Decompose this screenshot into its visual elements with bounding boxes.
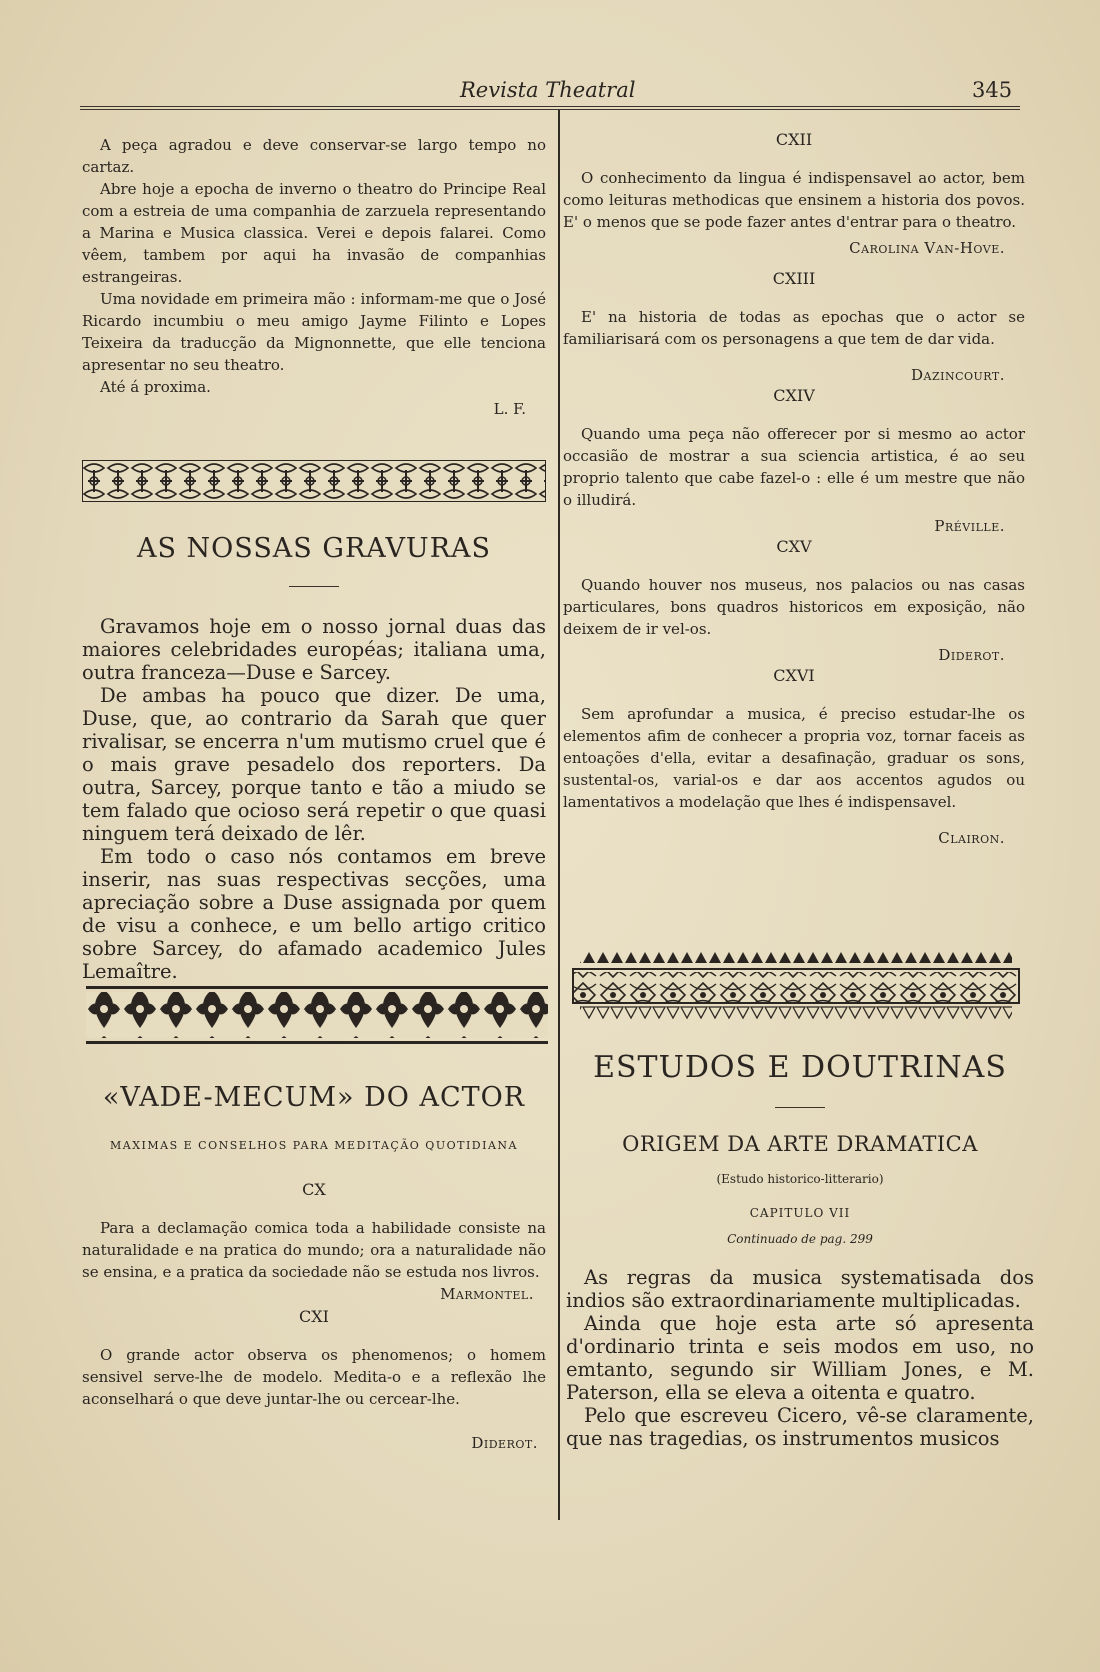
maxim-text: E' na historia de todas as epochas que o actor se familiarisará com os personagens a que tem de dar vida. xyxy=(563,308,1025,348)
ornamental-border-3 xyxy=(568,950,1024,1022)
intro-signature: L. F. xyxy=(493,400,526,418)
maxim-text: Quando houver nos museus, nos palacios ou nas casas particulares, bons quadros historicos em exposição, não deixem de ir vel-os. xyxy=(563,576,1025,638)
ornamental-border-2 xyxy=(86,986,548,1044)
maxim-number: CXI xyxy=(299,1307,329,1326)
origem-subtitle: (Estudo historico-litterario) xyxy=(716,1172,884,1186)
maxim-number: CXVI xyxy=(773,666,815,685)
maxim-text: Sem aprofundar a musica, é preciso estudar-lhe os elementos afim de conhecer a propria voz, tornar faceis as entoações d'ella, evitar a desafinação, graduar os sons, sustental-os, varial-os e dar aos accentos agudos ou lamentativos a modelação que lhes é indispensavel. xyxy=(563,705,1025,811)
intro-paragraph-3: Uma novidade em primeira mão : informam-me que o José Ricardo incumbiu o meu amigo Jayme Filinto e Lopes Teixeira da traducção da Mignonnette, que elle tenciona apresentar no seu theatro. xyxy=(82,290,546,374)
vade-mecum-subtitle: MAXIMAS E CONSELHOS PARA MEDITAÇÃO QUOTIDIANA xyxy=(110,1139,518,1152)
maxim-number: CXV xyxy=(776,537,812,556)
right-column-maxims xyxy=(563,130,1025,849)
maxim-number: CX xyxy=(302,1180,326,1199)
left-column-intro xyxy=(82,134,546,420)
intro-paragraph-1: A peça agradou e deve conservar-se largo tempo no cartaz. xyxy=(82,136,546,176)
maxim-author: Préville. xyxy=(934,517,1005,535)
header-rule-double xyxy=(80,109,1020,110)
maxim-author: Diderot. xyxy=(938,646,1005,664)
origem-heading: ORIGEM DA ARTE DRAMATICA xyxy=(622,1132,978,1156)
heading-rule xyxy=(289,586,339,587)
maxim-text: O grande actor observa os phenomenos; o homem sensivel serve-lhe de modelo. Medita-o e a reflexão lhe aconselhará o que deve juntar-lhe ou cercear-lhe. xyxy=(82,1346,546,1408)
column-divider xyxy=(558,110,560,1520)
gravuras-paragraph-3: Em todo o caso nós contamos em breve inserir, nas suas respectivas secções, uma apreciação sobre a Duse assignada por quem de visu a conhece, e um bello artigo critico sobre Sarcey, do afamado academico Jules Lemaître. xyxy=(82,845,546,983)
gravuras-section xyxy=(82,533,546,983)
maxim-text: Para a declamação comica toda a habilidade consiste na naturalidade e na pratica do mundo; ora a naturalidade não se ensina, e a pratica da sociedade não se estuda nos livros. xyxy=(82,1219,546,1281)
ornamental-border-1 xyxy=(82,460,546,502)
intro-paragraph-4: Até á proxima. xyxy=(100,378,211,396)
estudos-heading: ESTUDOS E DOUTRINAS xyxy=(593,1050,1007,1085)
vade-mecum-section xyxy=(82,1082,546,1454)
body-paragraph-2: Ainda que hoje esta arte só apresenta d'ordinario trinta e seis modos em uso, no emtanto, segundo sir William Jones, e M. Paterson, ella se eleva a oitenta e quatro. xyxy=(566,1312,1034,1404)
gravuras-paragraph-1: Gravamos hoje em o nosso jornal duas das maiores celebridades européas; italiana uma, outra franceza—Duse e Sarcey. xyxy=(82,615,546,684)
chapter-label: CAPITULO VII xyxy=(749,1206,851,1220)
heading-rule xyxy=(775,1107,825,1108)
maxim-number: CXIV xyxy=(773,386,815,405)
gravuras-paragraph-2: De ambas ha pouco que dizer. De uma, Duse, que, ao contrario da Sarah que quer rivalisar, se encerra n'um mutismo cruel que é o mais grave pesadelo dos reporters. Da outra, Sarcey, porque tanto e tão a miudo se tem falado que ocioso será repetir o que quasi ninguem terá deixado de lêr. xyxy=(82,684,546,845)
estudos-section xyxy=(566,1050,1034,1450)
body-paragraph-3: Pelo que escreveu Cicero, vê-se claramente, que nas tragedias, os instrumentos musicos xyxy=(566,1404,1034,1450)
maxim-author: Diderot. xyxy=(471,1434,538,1452)
header-rule xyxy=(80,106,1020,107)
maxim-text: O conhecimento da lingua é indispensavel ao actor, bem como leituras methodicas que ensinem a historia dos povos. E' o menos que se pode fazer antes d'entrar para o theatro. xyxy=(563,169,1025,231)
maxim-author: Dazincourt. xyxy=(911,366,1005,384)
continued-note: Continuado de pag. 299 xyxy=(727,1232,873,1246)
vade-mecum-heading: «VADE-MECUM» DO ACTOR xyxy=(102,1082,526,1113)
maxim-number: CXII xyxy=(775,130,813,149)
intro-paragraph-2: Abre hoje a epocha de inverno o theatro do Principe Real com a estreia de uma companhia de zarzuela representando a Marina e Musica classica. Verei e depois falarei. Como vêem, tambem por aqui ha invasão de companhias estrangeiras. xyxy=(82,180,546,286)
maxim-text: Quando uma peça não offerecer por si mesmo ao actor occasião de mostrar a sua sciencia artistica, é ao seu proprio talento que cabe fazel-o : elle é um mestre que não o illudirá. xyxy=(563,425,1025,509)
running-title: Revista Theatral xyxy=(460,78,636,102)
gravuras-heading: AS NOSSAS GRAVURAS xyxy=(136,533,492,564)
maxim-author: Carolina Van-Hove. xyxy=(849,239,1005,257)
maxim-author: Clairon. xyxy=(938,829,1005,847)
body-paragraph-1: As regras da musica systematisada dos indios são extraordinariamente multiplicadas. xyxy=(566,1266,1034,1312)
page-number: 345 xyxy=(972,78,1013,102)
maxim-author: Marmontel. xyxy=(440,1285,534,1303)
maxim-number: CXIII xyxy=(772,269,816,288)
